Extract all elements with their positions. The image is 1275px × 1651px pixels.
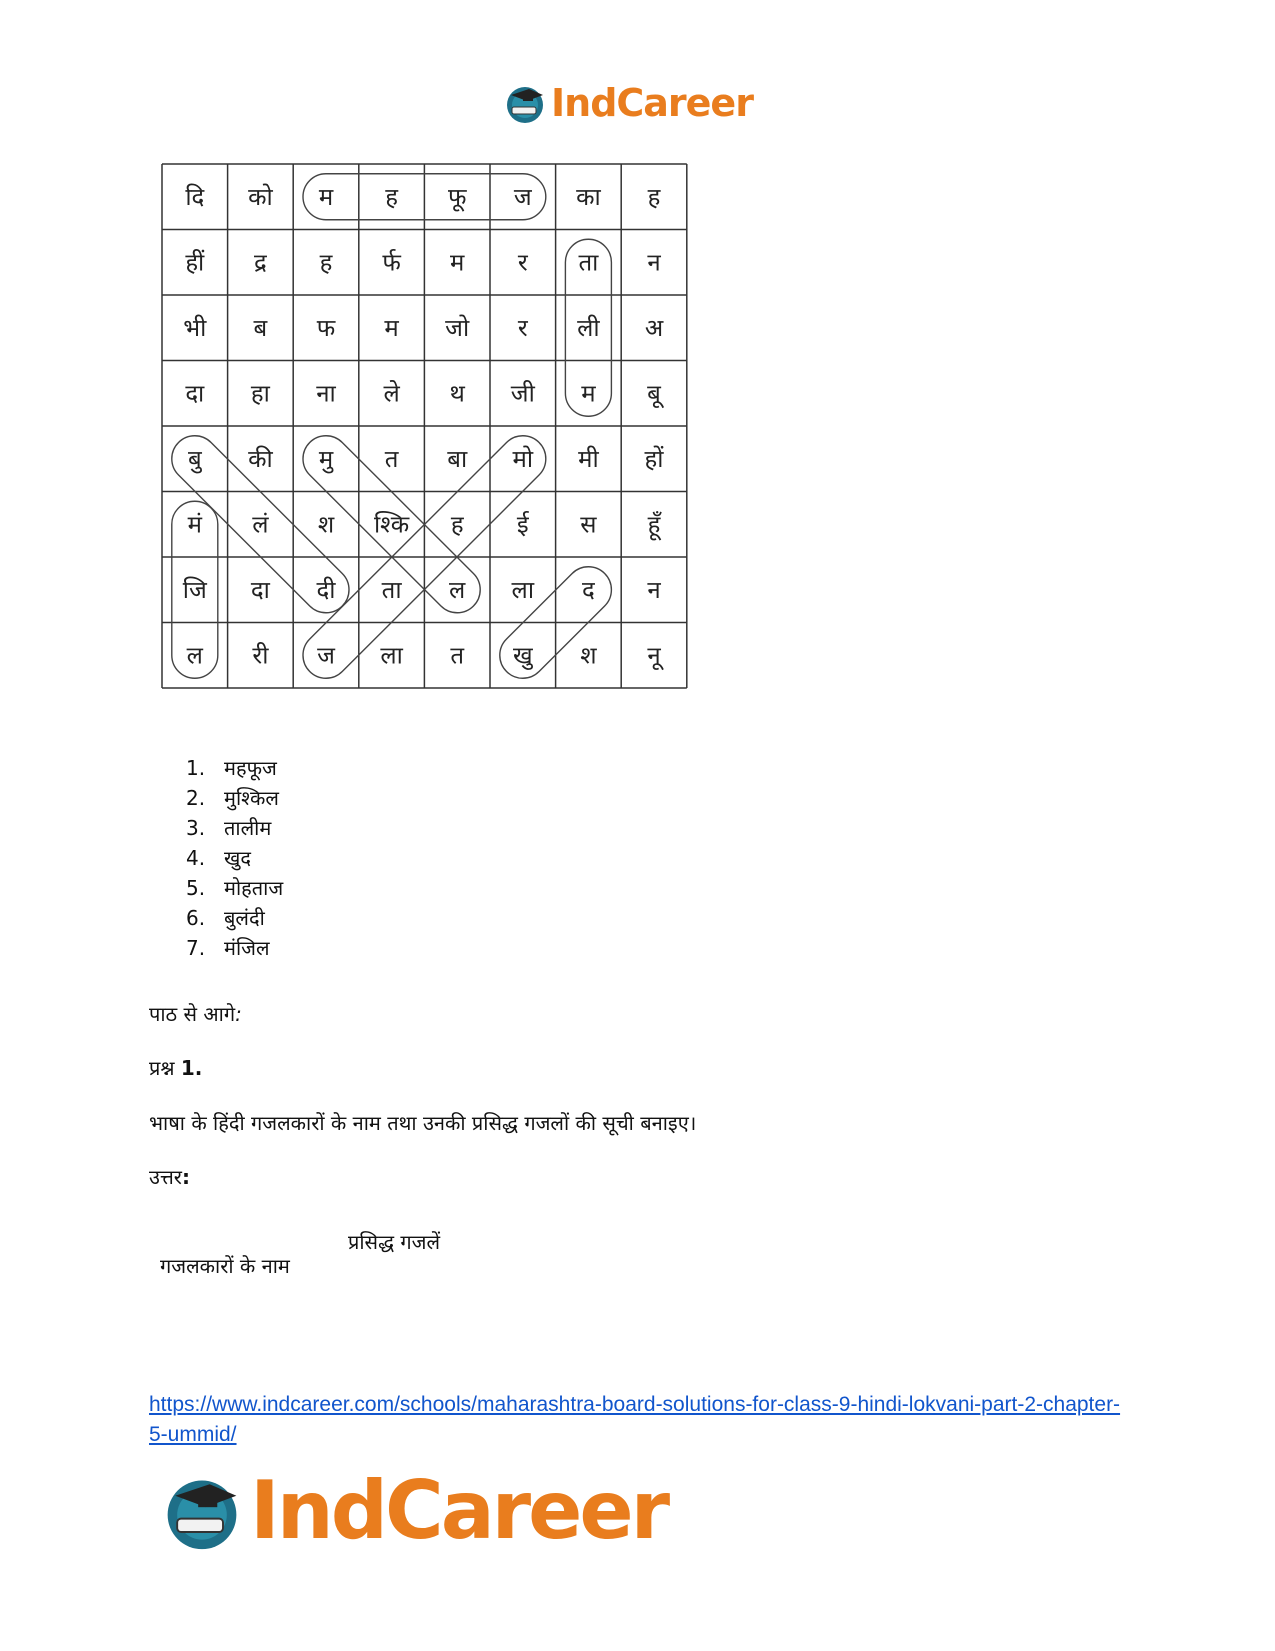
puzzle-letter: त [384,444,399,473]
table-header-ghazals: प्रसिद्ध गजलें [348,1230,441,1254]
puzzle-letter: ला [511,575,535,604]
answer-item [186,933,283,963]
puzzle-letter: हा [250,379,270,408]
puzzle-letter: म [384,313,399,342]
puzzle-letter: बु [187,444,202,473]
puzzle-letter: मु [318,444,334,473]
puzzle-letter: नू [647,641,661,670]
puzzle-letter: दा [185,379,205,408]
puzzle-letter: ई [516,510,529,539]
answer-word: तालीम [224,816,272,840]
puzzle-letter: ला [380,641,403,670]
puzzle-letter: म [450,248,465,277]
word-search-puzzle [158,160,688,692]
puzzle-letter: अ [644,313,664,342]
puzzle-letter: बा [447,444,468,473]
puzzle-letter: न [647,248,661,277]
puzzle-letter: त [450,641,465,670]
answer-word: खुद [224,846,251,870]
answer-number: 3. [186,816,206,840]
answer-number: 6. [186,906,206,930]
puzzle-letter: ह [385,182,398,211]
puzzle-letter: फ [316,313,336,342]
puzzle-letter: री [252,641,269,670]
puzzle-letter: जो [445,313,470,342]
puzzle-letter: ज [317,641,335,670]
footer-brand-logo [160,1466,667,1556]
brand-logo [503,78,753,128]
puzzle-letter: र [517,313,528,342]
puzzle-letter: ता [381,575,402,604]
answer-item [186,873,283,903]
puzzle-letter: ल [449,575,466,604]
puzzle-letter: मो [512,444,534,473]
puzzle-letter: ली [577,313,600,342]
puzzle-letter: ह [647,182,661,211]
puzzle-letter: ह [450,510,464,539]
puzzle-letter: र [517,248,528,277]
puzzle-letter: दि [185,182,205,211]
puzzle-letter: फू [447,182,467,211]
footer-brand-name: IndCareer [250,1464,668,1557]
puzzle-letter: खु [512,641,533,670]
puzzle-letter: बू [647,379,661,408]
puzzle-letter: श [580,641,597,670]
answer-word: मुश्किल [224,786,279,810]
puzzle-letter: द्र [254,248,267,277]
question-text: भाषा के हिंदी गजलकारों के नाम तथा उनकी प्रसिद्ध गजलों की सूची बनाइए। [149,1111,697,1135]
answer-number: 5. [186,876,206,900]
graduation-cap-book-globe-icon [503,81,547,125]
table-header-poets: गजलकारों के नाम [160,1254,290,1278]
answer-number: 2. [186,786,206,810]
puzzle-letter: मं [187,510,202,539]
puzzle-letter: ले [383,379,400,408]
answer-item [186,753,283,783]
puzzle-letter: श्कि [373,510,410,539]
puzzle-letter: ब [253,313,268,342]
puzzle-letter: मी [578,444,599,473]
puzzle-letter: जि [182,575,207,604]
puzzle-letter: ल [186,641,203,670]
puzzle-letter: हों [644,444,664,473]
puzzle-letter: ता [578,248,599,277]
question-label: प्रश्न 1. [149,1056,203,1080]
answers-list [186,753,283,963]
puzzle-letter: ह [319,248,333,277]
answer-word: मंजिल [224,936,270,960]
graduation-cap-book-globe-icon [160,1469,244,1553]
answer-word: महफूज [224,756,277,780]
puzzle-letter: को [248,182,273,211]
answer-label: उत्तर: [149,1165,190,1189]
puzzle-letter: हूँ [647,510,661,539]
puzzle-letter: का [576,182,601,211]
puzzle-letter: म [318,182,334,211]
puzzle-letter: म [581,379,596,408]
puzzle-letter: जी [510,379,535,408]
puzzle-letter: र्फ [382,248,401,277]
source-link[interactable]: https://www.indcareer.com/schools/maharashtra-board-solutions-for-class-9-hindi-lokvani-part-2-chapter-5-ummid/ [149,1393,1121,1446]
puzzle-letter: भी [183,313,207,342]
puzzle-letter: न [647,575,661,604]
answer-word: बुलंदी [224,906,265,930]
puzzle-letter: स [580,510,597,539]
answer-word: मोहताज [224,876,284,900]
puzzle-letter: लं [252,510,269,539]
puzzle-letter: दा [250,575,270,604]
answer-item [186,813,283,843]
puzzle-letter: दी [316,575,336,604]
answer-number: 7. [186,936,206,960]
puzzle-letter: श [317,510,335,539]
puzzle-letter: हीं [185,248,205,277]
puzzle-letter: ज [513,182,532,211]
puzzle-letter: ना [316,379,336,408]
answer-item [186,903,283,933]
puzzle-letter: द [582,575,595,604]
answer-number: 4. [186,846,206,870]
puzzle-letter: थ [449,379,465,408]
answer-number: 1. [186,756,206,780]
answer-item [186,843,283,873]
section-heading: पाठ से आगे: [149,1002,242,1026]
brand-name: IndCareer [551,81,753,125]
puzzle-letter: की [248,444,273,473]
answer-item [186,783,283,813]
